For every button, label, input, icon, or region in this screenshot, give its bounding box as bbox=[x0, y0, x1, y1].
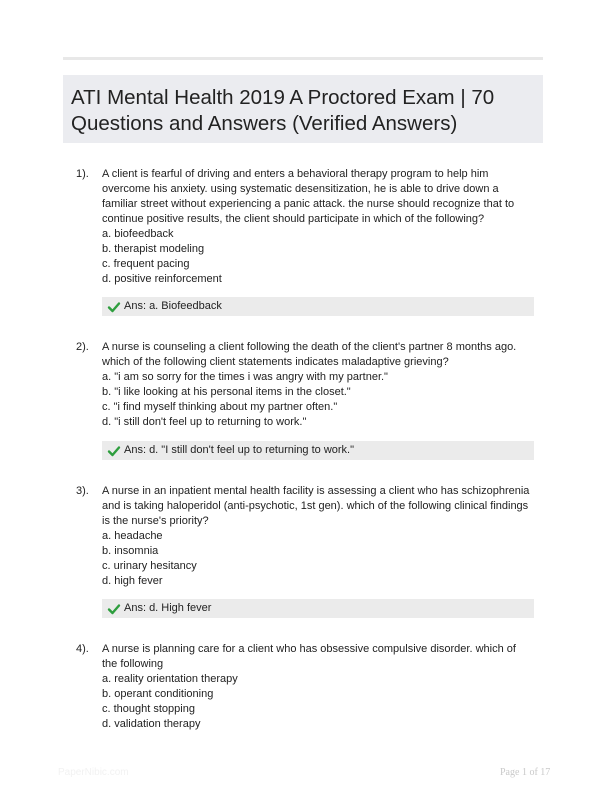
answer-text: Ans: d. High fever bbox=[124, 602, 212, 614]
question-text: A nurse in an inpatient mental health facility is assessing a client who has schizophrenia and is taking haloperidol (anti-psychotic, 1st gen). which of the following clinical findings is the nurse's priority? bbox=[102, 485, 530, 527]
option-a: a. reality orientation therapy bbox=[102, 673, 238, 685]
question-number: 4). bbox=[76, 643, 89, 655]
title-box bbox=[63, 75, 543, 143]
option-a: a. headache bbox=[102, 530, 163, 542]
question-number: 2). bbox=[76, 341, 89, 353]
answer-box bbox=[102, 441, 534, 460]
answer-text: Ans: d. "I still don't feel up to returning to work." bbox=[124, 444, 355, 456]
option-b: b. "i like looking at his personal items in the closet." bbox=[102, 386, 351, 398]
option-c: c. frequent pacing bbox=[102, 258, 190, 270]
page-number: Page 1 of 17 bbox=[500, 767, 551, 778]
question-number: 1). bbox=[76, 168, 89, 180]
option-d: d. validation therapy bbox=[102, 718, 201, 730]
option-c: c. urinary hesitancy bbox=[102, 560, 197, 572]
document-title: ATI Mental Health 2019 A Proctored Exam | 70 Questions and Answers (Verified Answers) bbox=[71, 86, 495, 135]
question-body bbox=[102, 167, 534, 287]
option-d: d. positive reinforcement bbox=[102, 273, 222, 285]
check-icon bbox=[107, 602, 121, 616]
option-d: d. "i still don't feel up to returning to work." bbox=[102, 416, 307, 428]
check-icon bbox=[107, 444, 121, 458]
option-a: a. biofeedback bbox=[102, 228, 174, 240]
top-rule bbox=[63, 57, 543, 60]
option-d: d. high fever bbox=[102, 575, 163, 587]
option-b: b. operant conditioning bbox=[102, 688, 214, 700]
option-c: c. "i find myself thinking about my partner often." bbox=[102, 401, 338, 413]
question-text: A nurse is counseling a client following the death of the client's partner 8 months ago. which of the following client statements indicates maladaptive grieving? bbox=[102, 341, 517, 368]
question-number: 3). bbox=[76, 485, 89, 497]
check-icon bbox=[107, 300, 121, 314]
option-b: b. insomnia bbox=[102, 545, 159, 557]
question-body bbox=[102, 484, 534, 589]
answer-box bbox=[102, 599, 534, 618]
option-c: c. thought stopping bbox=[102, 703, 195, 715]
option-b: b. therapist modeling bbox=[102, 243, 205, 255]
footer-watermark: PaperNibic.com bbox=[58, 767, 129, 778]
answer-text: Ans: a. Biofeedback bbox=[124, 300, 222, 312]
answer-box bbox=[102, 297, 534, 316]
question-body bbox=[102, 340, 534, 430]
question-text: A client is fearful of driving and enters a behavioral therapy program to help him overcome his anxiety. using systematic desensitization, he is able to drive down a familiar street without experiencing a panic attack. the nurse should recognize that to continue positive results, the client should participate in which of the following? bbox=[102, 168, 515, 225]
question-text: A nurse is planning care for a client who has obsessive compulsive disorder. which of the following bbox=[102, 643, 516, 670]
option-a: a. "i am so sorry for the times i was angry with my partner." bbox=[102, 371, 388, 383]
question-body bbox=[102, 642, 534, 732]
